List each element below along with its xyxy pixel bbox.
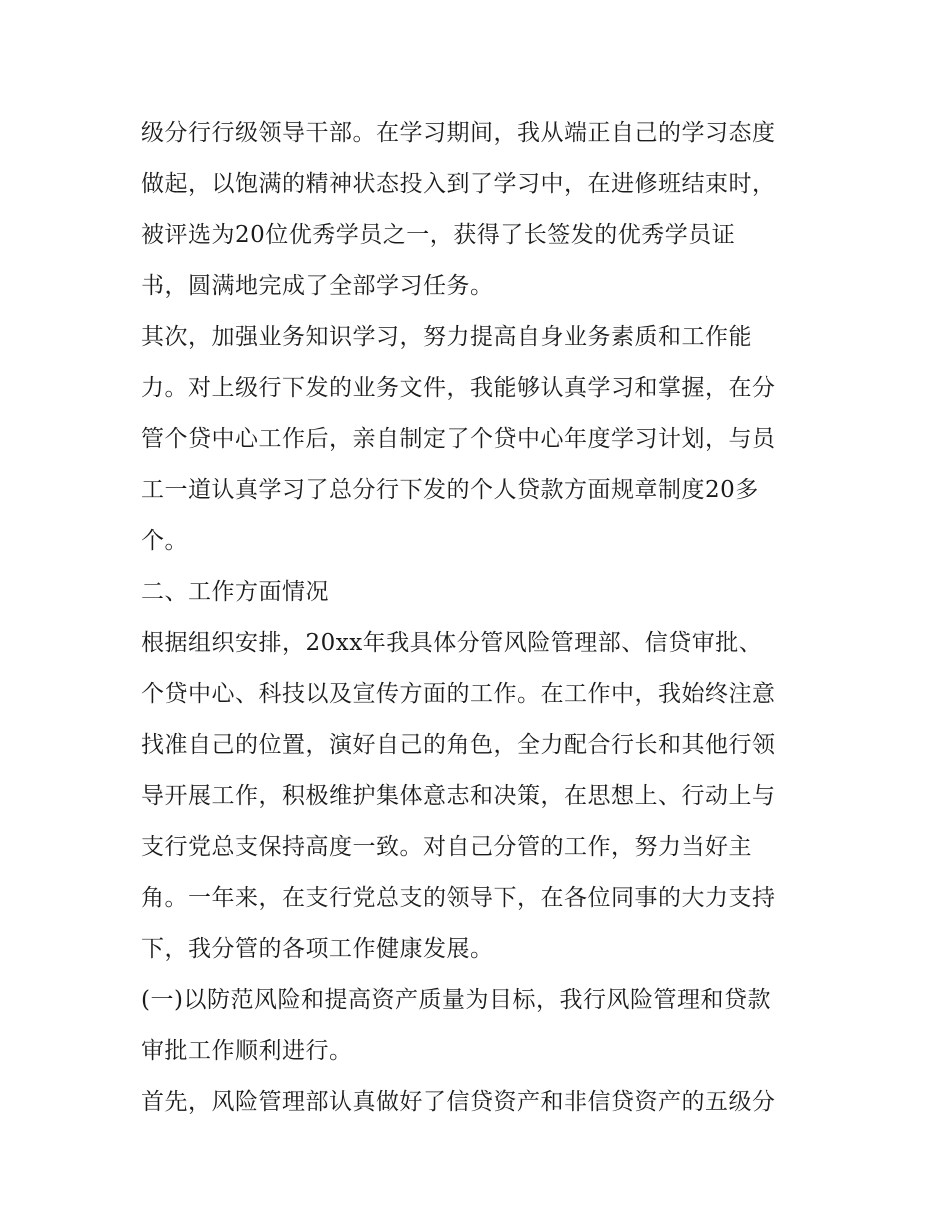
text-line: 个。 <box>141 528 188 554</box>
text-line: 力。对上级行下发的业务文件，我能够认真学习和掌握，在分 <box>141 375 776 401</box>
section-heading: 二、工作方面情况 <box>141 579 329 605</box>
text-line: 个贷中心、科技以及宣传方面的工作。在工作中，我始终注意 <box>141 681 776 707</box>
text-line: 根据组织安排，20xx年我具体分管风险管理部、信贷审批、 <box>141 630 763 656</box>
text-line: 工一道认真学习了总分行下发的个人贷款方面规章制度20多 <box>141 477 759 503</box>
text-line: 下，我分管的各项工作健康发展。 <box>141 936 494 962</box>
subsection-heading: (一)以防范风险和提高资产质量为目标，我行风险管理和贷款 <box>141 987 771 1013</box>
text-line: 其次，加强业务知识学习，努力提高自身业务素质和工作能 <box>141 324 752 350</box>
text-line: 角。一年来，在支行党总支的领导下，在各位同事的大力支持 <box>141 885 776 911</box>
text-line: 首先，风险管理部认真做好了信贷资产和非信贷资产的五级分 <box>141 1089 776 1115</box>
text-line: 书，圆满地完成了全部学习任务。 <box>141 273 494 299</box>
text-line: 管个贷中心工作后，亲自制定了个贷中心年度学习计划，与员 <box>141 426 776 452</box>
text-line: 做起，以饱满的精神状态投入到了学习中，在进修班结束时， <box>141 171 776 197</box>
text-line: 级分行行级领导干部。在学习期间，我从端正自己的学习态度 <box>141 120 776 146</box>
text-line: 被评选为20位优秀学员之一，获得了长签发的优秀学员证 <box>141 222 736 248</box>
text-line: 找准自己的位置，演好自己的角色，全力配合行长和其他行领 <box>141 732 776 758</box>
text-line: 支行党总支保持高度一致。对自己分管的工作，努力当好主 <box>141 834 752 860</box>
body-text <box>141 108 821 1128</box>
text-line: 导开展工作，积极维护集体意志和决策，在思想上、行动上与 <box>141 783 776 809</box>
text-line: 审批工作顺利进行。 <box>141 1038 353 1064</box>
